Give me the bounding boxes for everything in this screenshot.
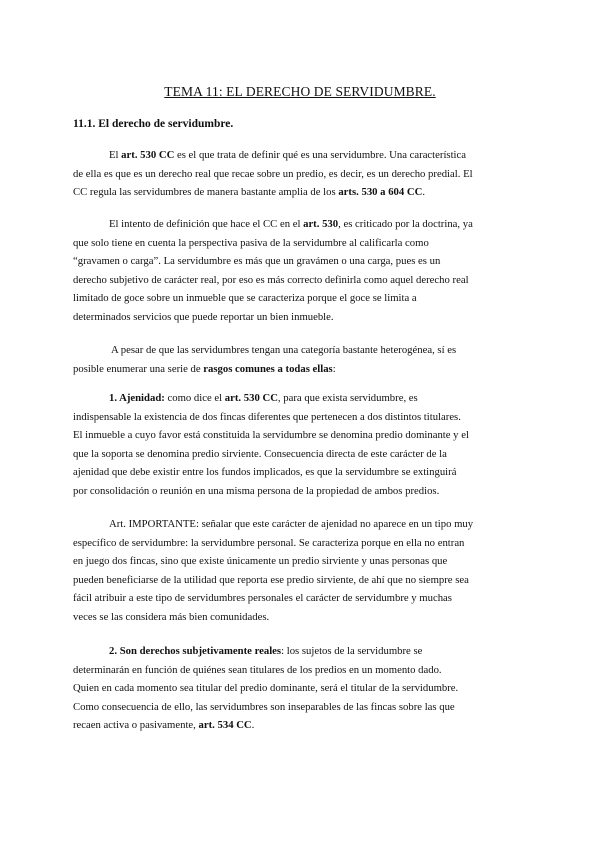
paragraph-definition: El art. 530 CC es el que trata de definir qué es una servidumbre. Una característica de ella es que es un derecho real que recae sobre un predio, es decir, es un derecho predial. El CC regula las servidumbres de manera bastante amplia de los arts. 530 a 604 CC. xyxy=(73,149,473,199)
paragraph-critique: El intento de definición que hace el CC en el art. 530, es criticado por la doctrina, ya que solo tiene en cuenta la perspectiva pasiva de la servidumbre al calificarla como “gravamen o carga”. La servidumbre es más que un gravámen o una carga, pues es un derecho subjetivo de carácter real, por eso es más correcto definirla como aquel derecho real limitado de goce sobre un inmueble que se caracteriza porque el goce se limita a determinados servicios que puede reportar un bien inmueble. xyxy=(73,218,473,323)
page-title: TEMA 11: EL DERECHO DE SERVIDUMBRE. xyxy=(164,84,436,99)
paragraph-ajenidad: 1. Ajenidad: como dice el art. 530 CC, para que exista servidumbre, es indispensable la existencia de dos fincas diferentes que pertenecen a dos distintos titulares. El inmueble a cuyo favor está constituida la servidumbre se denomina predio dominante y el que la soporta se denomina predio sirviente. Consecuencia directa de este carácter de la ajenidad que debe existir entre los fundos implicados, es que la servidumbre se extinguirá por consolidación o reunión en una misma persona de la propiedad de ambos predios. xyxy=(73,392,469,497)
paragraph-subjective-rights: 2. Son derechos subjetivamente reales: los sujetos de la servidumbre se determinarán en función de quiénes sean titulares de los predios en un momento dado. Quien en cada momento sea titular del predio dominante, será el titular de la servidumbre. Como consecuencia de ello, las servidumbres son inseparables de las fincas sobre las que recaen activa o pasivamente, art. 534 CC. xyxy=(73,645,459,732)
paragraph-important-note: Art. IMPORTANTE: señalar que este carácter de ajenidad no aparece en un tipo muy específico de servidumbre: la servidumbre personal. Se caracteriza porque en ella no entran en juego dos fincas, sino que existe únicamente un predio sirviente y unas personas que pueden beneficiarse de la utilidad que reporta ese predio sirviente, de ahí que no siempre sea fácil atribuir a este tipo de servidumbres personales el carácter de servidumbre y muchas veces se las considera más bien comunidades. xyxy=(73,518,474,623)
paragraph-common-features: A pesar de que las servidumbres tengan una categoría bastante heterogénea, sí es posible enumerar una serie de rasgos comunes a todas ellas: xyxy=(73,344,457,375)
section-heading: 11.1. El derecho de servidumbre. xyxy=(73,118,234,130)
